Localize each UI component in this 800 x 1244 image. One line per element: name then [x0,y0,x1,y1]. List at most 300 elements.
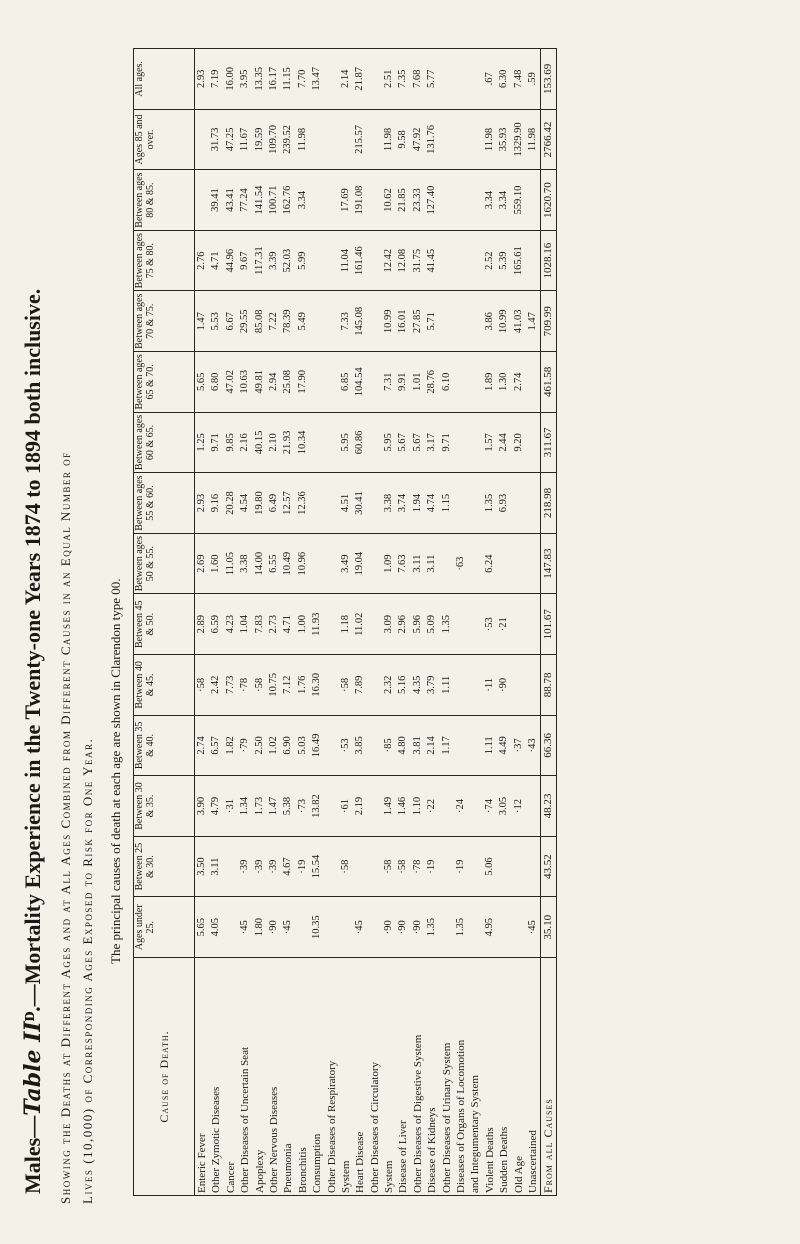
value-cell [310,233,324,289]
value-cell: 6.59 [210,615,222,634]
value-cell: 30.41 [354,491,366,515]
value-column [195,230,541,291]
value-cell: ·39 [253,859,265,874]
value-cell: 5.77 [426,69,438,89]
value-cell [454,596,468,652]
value-cell: 11.98 [526,127,538,152]
value-cell: 85.08 [253,309,265,334]
value-cell: ·19 [426,859,438,874]
value-cell [339,112,353,168]
value-cell [368,839,382,895]
value-cell: 12.36 [296,491,308,515]
value-cell [468,354,482,410]
caption-title [20,289,46,1194]
value-cell: 3.11 [426,554,438,573]
value-cell: 1.35 [455,918,467,937]
value-cell: 1.25 [196,433,207,452]
value-cell [512,657,526,713]
value-cell [526,172,540,228]
value-cell: 7.33 [339,312,351,331]
value-cell [512,839,526,895]
value-cell: 2.93 [196,69,207,89]
cause-label: Heart Disease [354,1131,367,1193]
value-cell: 15.54 [311,854,323,879]
value-cell: ·73 [296,799,308,814]
value-cell: 19.80 [253,491,265,515]
total-value: 48.23 [541,776,556,837]
value-cell: 1.47 [267,796,279,816]
value-cell: 16.01 [397,309,409,334]
value-cell: 2.73 [267,615,279,634]
value-cell: 559.10 [512,185,524,215]
value-cell [368,354,382,410]
total-value: 1620.70 [541,170,556,231]
value-cell: 2.50 [253,736,265,755]
value-column [195,776,541,837]
cause-label: Other Nervous Diseases [267,1086,280,1193]
column-header: Between ages 55 & 60. [134,473,195,534]
value-cell [440,293,454,349]
value-cell: 10.99 [498,309,510,334]
value-column [195,533,541,594]
value-cell: 7.12 [282,675,294,695]
value-cell: ·74 [483,799,495,814]
value-cell: 11.98 [383,127,395,152]
value-cell: 2.16 [239,433,251,452]
value-cell: 11.67 [239,127,251,152]
value-cell [468,657,482,713]
value-cell: 1.35 [426,918,438,937]
value-cell: 7.73 [224,675,236,695]
totals-label: From all Causes [541,958,556,1196]
value-cell [512,596,526,652]
value-cell: 25.08 [282,370,294,394]
value-cell [368,293,382,349]
value-cell: 5.99 [296,251,308,270]
column-header: Between ages 50 & 55. [134,533,195,594]
value-cell: 12.42 [383,248,395,273]
totals-row [541,49,556,1196]
value-cell: ·90 [267,920,279,935]
value-cell: 39.41 [210,188,222,212]
value-cell: ·45 [239,920,251,935]
value-cell: ·58 [339,859,351,874]
value-cell: 9.58 [397,130,409,149]
value-cell: 11.15 [282,67,294,91]
value-cell: 1.76 [296,675,308,695]
value-cell: 4.35 [411,675,423,695]
value-cell [497,536,511,592]
value-cell: 3.81 [411,736,423,755]
value-column [195,655,541,716]
value-cell: 19.59 [253,127,265,152]
mortality-table [133,48,557,1196]
value-cell: 1.47 [196,312,207,331]
total-value: 1028.16 [541,230,556,291]
value-column [195,352,541,413]
value-cell: 4.05 [210,918,222,937]
value-cell: 5.95 [339,433,351,452]
value-column [195,715,541,776]
value-cell [454,293,468,349]
value-cell: 41.45 [426,248,438,273]
cause-header: Cause of Death. [134,958,195,1196]
value-column [195,49,541,110]
value-cell [325,536,339,592]
value-cell [440,778,454,834]
value-cell: 5.38 [282,796,294,816]
value-cell: 6.49 [267,493,279,513]
value-cell: 1.09 [383,554,395,573]
value-cell: 16.49 [311,733,323,758]
value-cell [526,536,540,592]
value-cell: 12.08 [397,248,409,273]
value-cell: ·45 [282,920,294,935]
value-cell [310,475,324,531]
value-cell [339,899,353,955]
value-cell [325,354,339,410]
value-cell: 2.32 [383,675,395,695]
value-cell [468,839,482,895]
value-cell: 2.74 [196,736,207,755]
value-cell [468,112,482,168]
value-cell: 5.95 [383,433,395,452]
value-cell: 10.96 [296,551,308,576]
value-cell: 9.16 [210,493,222,513]
value-cell: 4.49 [498,736,510,755]
value-cell: 127.40 [426,185,438,215]
value-cell: 3.34 [498,190,510,210]
value-cell: 13.47 [311,67,323,91]
value-cell: 6.57 [210,736,222,755]
value-cell: 6.80 [210,372,222,392]
value-cell: 6.93 [498,493,510,513]
value-cell: 9.20 [512,433,524,452]
value-cell: 3.34 [296,190,308,210]
value-cell: 3.05 [498,796,510,816]
cause-label: Disease of Liver [397,1120,410,1193]
total-value: 709.99 [541,291,556,352]
cause-label: Sudden Deaths [498,1126,511,1193]
value-cell: 191.08 [354,185,366,215]
value-cell: 3.17 [426,433,438,452]
value-cell: 4.67 [282,857,294,876]
total-value: 101.67 [541,594,556,655]
causes-column [195,958,541,1196]
value-cell [526,596,540,652]
value-cell: ·21 [498,617,510,632]
value-cell: 9.91 [397,372,409,392]
value-cell: 11.98 [483,127,495,152]
value-cell: 3.11 [411,554,423,573]
value-cell: 4.95 [483,918,495,937]
value-cell: 7.68 [411,69,423,89]
value-cell: 3.38 [239,554,251,573]
value-cell: 3.49 [339,554,351,573]
value-cell: 3.38 [383,493,395,513]
value-cell: 4.51 [339,493,351,513]
cause-label: System [339,1160,352,1193]
value-cell: 6.30 [498,69,510,89]
value-cell: 10.63 [239,370,251,394]
value-cell: 2.42 [210,675,222,695]
value-cell [325,596,339,652]
value-cell [454,233,468,289]
value-cell: 7.63 [397,554,409,573]
value-cell: ·22 [426,799,438,814]
value-cell: 4.79 [210,796,222,816]
value-cell: 10.34 [296,430,308,455]
column-header: Between ages 60 & 65. [134,412,195,473]
value-cell: 9.71 [210,433,222,452]
value-cell [468,475,482,531]
value-cell: 9.71 [440,433,452,452]
value-cell [368,778,382,834]
value-cell: 1.49 [383,796,395,816]
value-cell: 1.34 [239,796,251,816]
value-cell: 4.74 [426,493,438,513]
value-cell: 2.89 [196,615,207,634]
value-cell: ·90 [498,677,510,692]
value-cell: ·12 [512,799,524,814]
value-cell: ·61 [339,799,351,814]
value-cell: ·85 [383,738,395,753]
value-cell: ·90 [397,920,409,935]
cause-label: Other Diseases of Uncertain Seat [239,1046,252,1193]
value-cell: 1.30 [498,372,510,392]
value-cell: 20.28 [224,491,236,515]
value-cell: ·79 [239,738,251,753]
value-cell [368,112,382,168]
total-value: 461.58 [541,352,556,413]
cause-label: Other Zymotic Diseases [210,1086,223,1193]
value-cell [497,899,511,955]
caption-line-2: Lives (10,000) of Corresponding Ages Exposed to Risk for One Year. [80,737,95,1204]
value-cell [526,657,540,713]
total-value: 66.36 [541,715,556,776]
value-cell: 3.85 [354,736,366,755]
value-cell: 4.54 [239,493,251,513]
value-cell: 3.50 [196,857,207,876]
value-cell [368,596,382,652]
value-cell: 3.34 [483,190,495,210]
value-cell: 3.90 [196,796,207,816]
value-cell: ·37 [512,738,524,753]
cause-label: Pneumonia [282,1143,295,1193]
value-cell: 31.73 [210,127,222,152]
title-prefix: Males— [20,1115,45,1194]
value-cell: 1.04 [239,615,251,634]
column-header: Between 30 & 35. [134,776,195,837]
value-cell: 2.51 [383,69,395,89]
value-cell [195,112,209,168]
value-cell: 2.14 [339,69,351,89]
value-cell [468,233,482,289]
value-cell: 1.35 [483,493,495,513]
value-cell: ·39 [239,859,251,874]
value-cell [468,415,482,471]
value-cell [310,293,324,349]
value-cell: ·58 [383,859,395,874]
value-cell [353,839,367,895]
value-cell: 1.89 [483,372,495,392]
value-cell [454,51,468,107]
value-cell: 6.10 [440,372,452,392]
value-cell: 1.11 [483,736,495,755]
value-cell [440,172,454,228]
value-cell: 41.03 [512,309,524,334]
value-cell: 11.98 [296,127,308,152]
value-cell [526,233,540,289]
value-cell: ·63 [455,556,467,571]
value-cell: 6.90 [282,736,294,755]
value-cell: 1.01 [411,372,423,392]
cause-label: Consumption [311,1133,324,1193]
value-cell: 1.11 [440,675,452,694]
value-cell: 3.39 [267,251,279,270]
value-cell: 1.60 [210,554,222,573]
value-cell [468,172,482,228]
value-cell: 31.75 [411,248,423,273]
value-cell: 78.39 [282,309,294,334]
value-cell: 5.53 [210,312,222,331]
value-cell: ·90 [411,920,423,935]
value-cell: 7.22 [267,312,279,331]
cause-label: Other Diseases of Digestive System [411,1034,424,1193]
total-value: 218.98 [541,473,556,534]
value-cell: ·31 [224,799,236,814]
column-header: Between 40 & 45. [134,655,195,716]
total-value: 35.10 [541,897,556,958]
value-cell: 27.85 [411,309,423,334]
value-cell [440,899,454,955]
value-cell: ·45 [354,920,366,935]
value-cell: 2.74 [512,372,524,392]
value-cell: 14.00 [253,551,265,576]
value-cell: 3.79 [426,675,438,695]
total-value: 2766.42 [541,109,556,170]
value-cell: 17.69 [339,188,351,212]
value-cell: 47.92 [411,127,423,152]
value-cell: 2.19 [354,796,366,816]
value-cell: 1.57 [483,433,495,452]
value-cell [195,172,209,228]
value-cell: 1.82 [224,736,236,755]
value-cell: 4.80 [397,736,409,755]
value-cell: 16.30 [311,673,323,697]
value-cell: 5.71 [426,312,438,331]
value-cell: 60.86 [354,430,366,455]
value-cell: 7.89 [354,675,366,695]
value-cell: 21.87 [354,67,366,91]
value-cell [468,293,482,349]
value-cell: .67 [483,72,495,86]
value-column [195,412,541,473]
cause-label: Other Diseases of Urinary System [440,1042,453,1193]
column-header: Ages 85 and over. [134,109,195,170]
value-cell [310,112,324,168]
value-cell: 7.31 [383,372,395,392]
value-cell [368,172,382,228]
value-cell: 109.70 [267,125,279,154]
value-cell: 215.57 [354,125,366,154]
value-cell: ·78 [411,859,423,874]
value-cell [310,354,324,410]
total-value: 43.52 [541,836,556,897]
value-cell: 5.06 [483,857,495,876]
value-cell [368,899,382,955]
value-cell: 3.95 [239,69,251,89]
value-cell [325,233,339,289]
value-cell [325,778,339,834]
value-cell: 7.70 [296,69,308,89]
value-cell [296,899,310,955]
value-cell: 5.65 [196,372,207,392]
value-cell: 141.54 [253,185,265,215]
header-row [134,49,195,1196]
value-cell [440,233,454,289]
value-cell: 6.24 [483,554,495,573]
value-cell: 1.46 [397,796,409,816]
value-cell: 5.49 [296,312,308,331]
value-cell [468,51,482,107]
value-cell [440,839,454,895]
cause-label: Violent Deaths [483,1127,496,1193]
caption-note: The principal causes of death at each age are shown in Clarendon type 00. [108,578,123,964]
value-cell [454,112,468,168]
value-cell [526,839,540,895]
value-cell: 5.67 [397,433,409,452]
value-cell: ·45 [526,920,538,935]
cause-label: Unascertained [526,1130,539,1193]
cause-label: Other Diseases of Circulatory [368,1061,381,1193]
value-cell: 5.09 [426,615,438,634]
total-value: 147.83 [541,533,556,594]
value-cell [325,657,339,713]
column-header: Between 45 & 50. [134,594,195,655]
cause-label: Other Diseases of Respiratory [325,1060,338,1193]
value-cell: 6.85 [339,372,351,392]
value-cell: 2.52 [483,251,495,270]
value-cell [325,172,339,228]
value-column [195,836,541,897]
value-cell: 161.46 [354,246,366,276]
value-cell: 7.83 [253,615,265,634]
value-cell: 2.96 [397,615,409,634]
value-cell [310,172,324,228]
value-cell [468,899,482,955]
cause-label: Diseases of Organs of Locomotion [455,1039,468,1193]
cause-label: Cancer [224,1161,237,1193]
value-cell [454,475,468,531]
cause-label: Enteric Fever [196,1133,208,1193]
value-cell: ·19 [455,859,467,874]
value-cell: 1329.90 [512,122,524,157]
value-cell: 47.02 [224,370,236,394]
cause-label: Apoplexy [253,1149,266,1193]
value-cell: 131.76 [426,125,438,154]
value-cell: 5.96 [411,615,423,634]
value-cell [454,657,468,713]
value-cell: .59 [526,72,538,86]
value-cell [224,839,238,895]
value-cell: ·53 [339,738,351,753]
value-cell: 21.85 [397,188,409,212]
value-cell: 6.67 [224,312,236,331]
total-value: 153.69 [541,49,556,110]
value-column [195,594,541,655]
value-cell: 100.71 [267,185,279,215]
